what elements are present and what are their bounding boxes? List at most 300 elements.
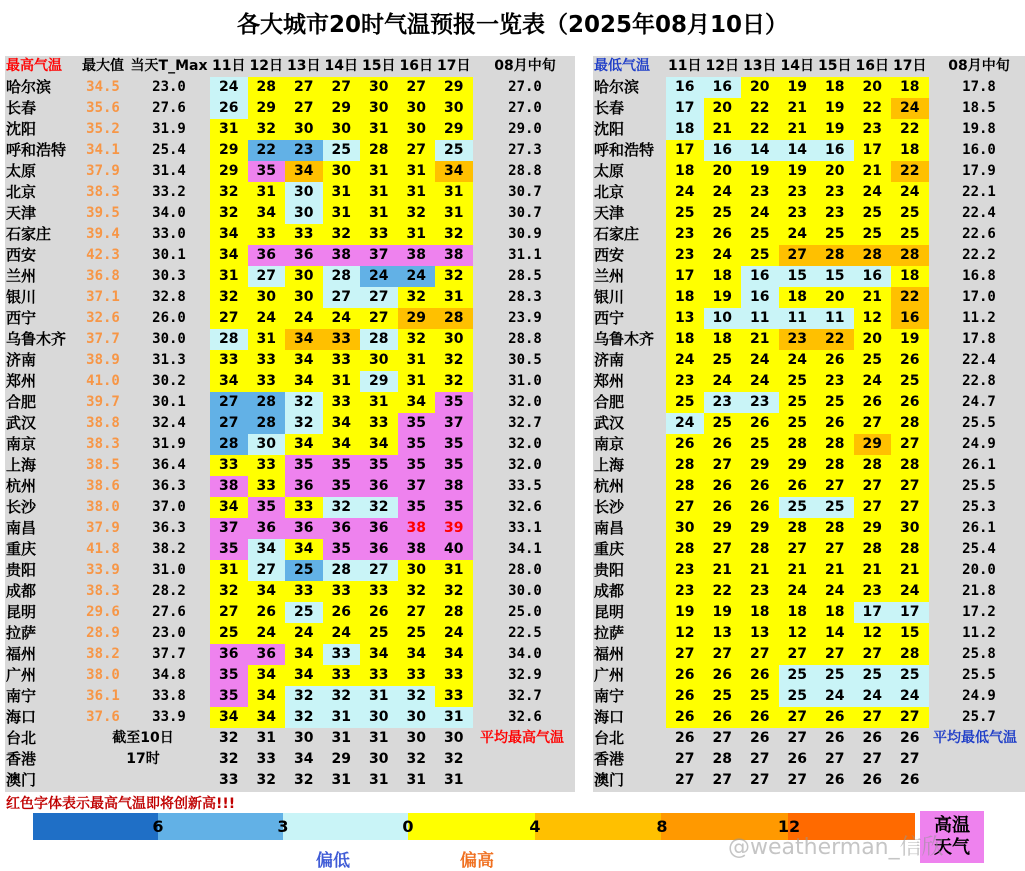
forecast-cell: 31 bbox=[323, 182, 361, 203]
forecast-cell: 28 bbox=[854, 245, 892, 266]
max-temp-table bbox=[5, 56, 575, 792]
forecast-cell: 26 bbox=[891, 392, 929, 413]
mid-month-average: 32.9 bbox=[508, 667, 542, 683]
forecast-cell: 32 bbox=[323, 686, 361, 707]
forecast-cell: 34 bbox=[285, 350, 323, 371]
forecast-cell: 23 bbox=[816, 182, 854, 203]
mid-month-average: 27.0 bbox=[508, 100, 542, 116]
forecast-cell: 24 bbox=[891, 182, 929, 203]
forecast-cell: 31 bbox=[398, 371, 436, 392]
mid-month-average: 21.8 bbox=[962, 583, 996, 599]
forecast-cell: 18 bbox=[704, 266, 742, 287]
city-name: 天津 bbox=[6, 204, 37, 222]
today-tmax-value: 33.8 bbox=[152, 688, 186, 704]
forecast-cell: 21 bbox=[779, 560, 817, 581]
forecast-cell: 29 bbox=[398, 308, 436, 329]
forecast-cell: 32 bbox=[219, 730, 239, 746]
forecast-cell: 26 bbox=[862, 772, 882, 788]
scale-tick-label: 3 bbox=[277, 817, 289, 836]
table-row bbox=[593, 497, 1025, 518]
forecast-cell: 12 bbox=[854, 308, 892, 329]
forecast-cell: 32 bbox=[285, 392, 323, 413]
record-max-value: 38.2 bbox=[86, 646, 120, 662]
forecast-cell: 11 bbox=[741, 308, 779, 329]
forecast-cell: 32 bbox=[398, 686, 436, 707]
forecast-cell: 26 bbox=[741, 413, 779, 434]
table-row bbox=[5, 560, 575, 581]
city-name: 合肥 bbox=[594, 393, 625, 411]
today-tmax-value: 34.8 bbox=[152, 667, 186, 683]
forecast-cell: 31 bbox=[435, 203, 473, 224]
forecast-cell: 37 bbox=[435, 413, 473, 434]
forecast-cell: 30 bbox=[891, 518, 929, 539]
forecast-cell: 30 bbox=[248, 434, 286, 455]
forecast-cell: 33 bbox=[323, 665, 361, 686]
forecast-cell: 33 bbox=[360, 224, 398, 245]
cutoff-label: 截至10日 bbox=[112, 730, 174, 746]
forecast-cell: 28 bbox=[435, 602, 473, 623]
today-tmax-value: 30.0 bbox=[152, 331, 186, 347]
record-max-value: 38.9 bbox=[86, 352, 120, 368]
forecast-cell: 27 bbox=[210, 308, 248, 329]
forecast-cell: 31 bbox=[369, 772, 389, 788]
forecast-cell: 24 bbox=[854, 182, 892, 203]
forecast-cell: 18 bbox=[666, 287, 704, 308]
city-name: 石家庄 bbox=[6, 225, 52, 243]
header-day: 15日 bbox=[818, 58, 852, 74]
mid-month-average: 25.7 bbox=[962, 709, 996, 725]
forecast-cell: 25 bbox=[666, 203, 704, 224]
forecast-cell: 21 bbox=[741, 329, 779, 350]
forecast-cell: 25 bbox=[285, 560, 323, 581]
forecast-cell: 28 bbox=[741, 539, 779, 560]
today-tmax-value: 31.0 bbox=[152, 562, 186, 578]
table-row bbox=[5, 224, 575, 245]
forecast-cell: 18 bbox=[891, 140, 929, 161]
forecast-cell: 27 bbox=[854, 476, 892, 497]
forecast-cell: 34 bbox=[435, 644, 473, 665]
forecast-cell: 36 bbox=[360, 539, 398, 560]
forecast-cell: 18 bbox=[891, 266, 929, 287]
forecast-cell: 28 bbox=[891, 413, 929, 434]
forecast-cell: 25 bbox=[854, 350, 892, 371]
mid-month-average: 16.8 bbox=[962, 268, 996, 284]
mid-month-average: 30.0 bbox=[508, 583, 542, 599]
forecast-cell: 31 bbox=[248, 329, 286, 350]
forecast-cell: 26 bbox=[779, 476, 817, 497]
forecast-cell: 24 bbox=[666, 350, 704, 371]
mid-month-average: 18.5 bbox=[962, 100, 996, 116]
table-row bbox=[593, 245, 1025, 266]
today-tmax-value: 31.3 bbox=[152, 352, 186, 368]
forecast-cell: 30 bbox=[360, 77, 398, 98]
forecast-cell: 25 bbox=[854, 665, 892, 686]
forecast-cell: 30 bbox=[360, 98, 398, 119]
forecast-cell: 29 bbox=[435, 119, 473, 140]
forecast-cell: 37 bbox=[398, 476, 436, 497]
forecast-cell: 32 bbox=[219, 751, 239, 767]
forecast-cell: 34 bbox=[248, 581, 286, 602]
forecast-cell: 25 bbox=[891, 665, 929, 686]
forecast-cell: 32 bbox=[248, 119, 286, 140]
forecast-cell: 27 bbox=[825, 751, 845, 767]
forecast-cell: 23 bbox=[816, 203, 854, 224]
header-day: 15日 bbox=[362, 58, 396, 74]
forecast-cell: 32 bbox=[210, 182, 248, 203]
forecast-cell: 17 bbox=[666, 266, 704, 287]
forecast-cell: 25 bbox=[741, 686, 779, 707]
forecast-cell: 24 bbox=[816, 581, 854, 602]
forecast-cell: 30 bbox=[285, 203, 323, 224]
city-name: 杭州 bbox=[6, 477, 37, 495]
table-row bbox=[593, 539, 1025, 560]
mid-month-average: 22.5 bbox=[508, 625, 542, 641]
forecast-cell: 23 bbox=[666, 371, 704, 392]
forecast-cell: 25 bbox=[704, 686, 742, 707]
forecast-cell: 31 bbox=[360, 686, 398, 707]
min-temp-table bbox=[593, 56, 1025, 792]
table-row bbox=[5, 434, 575, 455]
forecast-cell: 27 bbox=[398, 77, 436, 98]
city-name: 郑州 bbox=[6, 372, 37, 390]
forecast-cell: 17 bbox=[854, 140, 892, 161]
header-day: 13日 bbox=[743, 58, 777, 74]
forecast-cell: 32 bbox=[435, 581, 473, 602]
forecast-cell: 25 bbox=[816, 392, 854, 413]
forecast-cell: 31 bbox=[435, 560, 473, 581]
header-day: 14日 bbox=[324, 58, 358, 74]
forecast-cell: 30 bbox=[666, 518, 704, 539]
forecast-cell: 24 bbox=[248, 623, 286, 644]
mid-month-average: 31.1 bbox=[508, 247, 542, 263]
mid-month-average: 31.0 bbox=[508, 373, 542, 389]
table-row bbox=[593, 644, 1025, 665]
forecast-cell: 29 bbox=[248, 98, 286, 119]
forecast-cell: 24 bbox=[779, 581, 817, 602]
forecast-cell: 34 bbox=[285, 161, 323, 182]
mid-month-average: 32.6 bbox=[508, 499, 542, 515]
forecast-cell: 28 bbox=[816, 434, 854, 455]
table-row bbox=[593, 602, 1025, 623]
forecast-cell: 16 bbox=[704, 77, 742, 98]
city-name: 济南 bbox=[594, 351, 625, 369]
today-tmax-value: 23.0 bbox=[152, 625, 186, 641]
mid-month-average: 27.3 bbox=[508, 142, 542, 158]
table-row bbox=[5, 203, 575, 224]
forecast-cell: 27 bbox=[210, 392, 248, 413]
forecast-cell: 31 bbox=[398, 182, 436, 203]
forecast-cell: 27 bbox=[360, 308, 398, 329]
mid-month-average: 26.1 bbox=[962, 520, 996, 536]
forecast-cell: 23 bbox=[854, 119, 892, 140]
mid-month-average: 30.7 bbox=[508, 184, 542, 200]
forecast-cell: 27 bbox=[248, 266, 286, 287]
table-row bbox=[5, 350, 575, 371]
city-name: 昆明 bbox=[594, 603, 625, 621]
forecast-cell: 24 bbox=[704, 182, 742, 203]
forecast-cell: 24 bbox=[285, 308, 323, 329]
forecast-cell: 34 bbox=[210, 371, 248, 392]
today-tmax-value: 33.2 bbox=[152, 184, 186, 200]
record-max-value: 38.6 bbox=[86, 478, 120, 494]
forecast-cell: 31 bbox=[360, 203, 398, 224]
forecast-cell: 35 bbox=[210, 686, 248, 707]
city-name: 呼和浩特 bbox=[6, 141, 67, 159]
scale-tick-label: 0 bbox=[402, 817, 414, 836]
forecast-cell: 34 bbox=[398, 644, 436, 665]
mid-month-average: 28.3 bbox=[508, 289, 542, 305]
record-max-value: 38.3 bbox=[86, 583, 120, 599]
today-tmax-value: 26.0 bbox=[152, 310, 186, 326]
table-row bbox=[593, 287, 1025, 308]
forecast-cell: 23 bbox=[741, 392, 779, 413]
forecast-cell: 27 bbox=[210, 602, 248, 623]
mid-month-average: 25.3 bbox=[962, 499, 996, 515]
forecast-cell: 19 bbox=[666, 602, 704, 623]
forecast-cell: 32 bbox=[360, 497, 398, 518]
forecast-cell: 29 bbox=[779, 455, 817, 476]
forecast-cell: 34 bbox=[285, 665, 323, 686]
table-row bbox=[593, 77, 1025, 98]
forecast-cell: 34 bbox=[210, 497, 248, 518]
forecast-cell: 28 bbox=[435, 308, 473, 329]
city-name: 南昌 bbox=[6, 519, 37, 537]
watermark: @weatherman_信欣 bbox=[728, 835, 944, 860]
mid-month-average: 28.8 bbox=[508, 163, 542, 179]
forecast-cell: 25 bbox=[891, 224, 929, 245]
today-tmax-value: 36.4 bbox=[152, 457, 186, 473]
forecast-cell: 30 bbox=[294, 730, 314, 746]
table-row bbox=[593, 581, 1025, 602]
forecast-cell: 24 bbox=[779, 350, 817, 371]
forecast-cell: 17 bbox=[666, 98, 704, 119]
forecast-cell: 27 bbox=[675, 751, 695, 767]
forecast-cell: 28 bbox=[891, 644, 929, 665]
forecast-cell: 33 bbox=[248, 455, 286, 476]
forecast-cell: 27 bbox=[779, 644, 817, 665]
mid-month-average: 28.0 bbox=[508, 562, 542, 578]
forecast-cell: 31 bbox=[435, 182, 473, 203]
city-name: 海口 bbox=[594, 708, 625, 726]
table-row bbox=[5, 392, 575, 413]
table-row bbox=[593, 707, 1025, 728]
table-row bbox=[593, 413, 1025, 434]
today-tmax-value: 27.6 bbox=[152, 604, 186, 620]
today-tmax-value: 33.9 bbox=[152, 709, 186, 725]
forecast-cell: 35 bbox=[248, 161, 286, 182]
forecast-cell: 23 bbox=[779, 203, 817, 224]
forecast-cell: 24 bbox=[891, 581, 929, 602]
header-mid-month: 08月中旬 bbox=[948, 58, 1010, 74]
forecast-cell: 31 bbox=[435, 287, 473, 308]
forecast-cell: 27 bbox=[854, 644, 892, 665]
forecast-cell: 27 bbox=[210, 413, 248, 434]
forecast-cell: 35 bbox=[398, 455, 436, 476]
forecast-cell: 28 bbox=[891, 455, 929, 476]
city-name: 成都 bbox=[594, 582, 625, 600]
forecast-cell: 35 bbox=[285, 455, 323, 476]
city-name: 银川 bbox=[6, 288, 37, 306]
forecast-cell: 27 bbox=[712, 772, 732, 788]
today-tmax-value: 37.0 bbox=[152, 499, 186, 515]
forecast-cell: 27 bbox=[285, 98, 323, 119]
forecast-cell: 24 bbox=[285, 623, 323, 644]
record-max-value: 36.1 bbox=[86, 688, 120, 704]
forecast-cell: 28 bbox=[779, 434, 817, 455]
forecast-cell: 28 bbox=[323, 266, 361, 287]
city-name: 贵阳 bbox=[6, 561, 37, 579]
forecast-cell: 30 bbox=[398, 560, 436, 581]
table-row bbox=[5, 161, 575, 182]
forecast-cell: 24 bbox=[248, 308, 286, 329]
forecast-cell: 35 bbox=[435, 455, 473, 476]
forecast-cell: 30 bbox=[323, 161, 361, 182]
mid-month-average: 17.8 bbox=[962, 79, 996, 95]
city-name: 太原 bbox=[594, 162, 625, 180]
forecast-cell: 26 bbox=[666, 665, 704, 686]
mid-month-average: 22.1 bbox=[962, 184, 996, 200]
forecast-cell: 30 bbox=[398, 98, 436, 119]
city-name: 长春 bbox=[594, 99, 625, 117]
forecast-cell: 34 bbox=[248, 665, 286, 686]
forecast-cell: 32 bbox=[210, 581, 248, 602]
forecast-cell: 25 bbox=[285, 602, 323, 623]
forecast-cell: 31 bbox=[323, 371, 361, 392]
city-name: 杭州 bbox=[594, 477, 625, 495]
forecast-cell: 23 bbox=[779, 329, 817, 350]
record-max-value: 39.5 bbox=[86, 205, 120, 221]
record-max-value: 36.8 bbox=[86, 268, 120, 284]
forecast-cell: 17 bbox=[854, 602, 892, 623]
forecast-cell: 31 bbox=[406, 772, 426, 788]
avg-max-label: 平均最高气温 bbox=[480, 730, 564, 746]
table-row bbox=[5, 182, 575, 203]
forecast-cell: 27 bbox=[704, 455, 742, 476]
mid-month-average: 29.0 bbox=[508, 121, 542, 137]
forecast-cell: 34 bbox=[248, 539, 286, 560]
forecast-cell: 32 bbox=[398, 287, 436, 308]
forecast-cell: 16 bbox=[891, 308, 929, 329]
forecast-cell: 33 bbox=[248, 224, 286, 245]
forecast-cell: 33 bbox=[435, 686, 473, 707]
forecast-cell: 33 bbox=[435, 665, 473, 686]
city-name: 广州 bbox=[6, 666, 37, 684]
mid-month-average: 17.0 bbox=[962, 289, 996, 305]
mid-month-average: 24.7 bbox=[962, 394, 996, 410]
forecast-cell: 25 bbox=[323, 140, 361, 161]
forecast-cell: 36 bbox=[360, 518, 398, 539]
forecast-cell: 26 bbox=[825, 730, 845, 746]
forecast-cell: 18 bbox=[779, 602, 817, 623]
record-max-value: 38.0 bbox=[86, 499, 120, 515]
table-row bbox=[5, 119, 575, 140]
city-name: 上海 bbox=[6, 456, 37, 474]
table-row-extra bbox=[593, 770, 1025, 791]
forecast-cell: 13 bbox=[741, 623, 779, 644]
forecast-cell: 33 bbox=[248, 371, 286, 392]
forecast-cell: 31 bbox=[210, 266, 248, 287]
forecast-cell: 26 bbox=[704, 497, 742, 518]
forecast-cell: 38 bbox=[398, 539, 436, 560]
forecast-cell: 24 bbox=[435, 623, 473, 644]
forecast-cell: 31 bbox=[398, 161, 436, 182]
mid-month-average: 22.8 bbox=[962, 373, 996, 389]
forecast-cell: 25 bbox=[435, 140, 473, 161]
table-row bbox=[5, 707, 575, 728]
forecast-cell: 24 bbox=[666, 182, 704, 203]
forecast-cell: 19 bbox=[891, 329, 929, 350]
table-row bbox=[5, 497, 575, 518]
forecast-cell: 30 bbox=[285, 266, 323, 287]
forecast-cell: 25 bbox=[779, 371, 817, 392]
city-name: 昆明 bbox=[6, 603, 37, 621]
table-row bbox=[5, 308, 575, 329]
table-row-extra bbox=[5, 728, 575, 749]
forecast-cell: 27 bbox=[398, 602, 436, 623]
forecast-cell: 33 bbox=[360, 581, 398, 602]
forecast-cell: 33 bbox=[210, 350, 248, 371]
forecast-cell: 27 bbox=[398, 140, 436, 161]
forecast-cell: 16 bbox=[741, 287, 779, 308]
table-row bbox=[5, 245, 575, 266]
forecast-cell: 33 bbox=[323, 350, 361, 371]
forecast-cell: 35 bbox=[435, 434, 473, 455]
forecast-cell: 26 bbox=[323, 602, 361, 623]
header-record-max: 最大值 bbox=[82, 58, 124, 74]
hot-label-line1: 高温 bbox=[934, 815, 970, 836]
forecast-cell: 26 bbox=[862, 730, 882, 746]
forecast-cell: 19 bbox=[741, 161, 779, 182]
forecast-cell: 28 bbox=[891, 245, 929, 266]
header-day: 16日 bbox=[855, 58, 889, 74]
forecast-cell: 38 bbox=[398, 245, 436, 266]
forecast-cell: 35 bbox=[210, 539, 248, 560]
forecast-cell: 28 bbox=[891, 539, 929, 560]
forecast-cell: 20 bbox=[854, 329, 892, 350]
forecast-cell: 26 bbox=[704, 707, 742, 728]
forecast-cell: 30 bbox=[435, 98, 473, 119]
forecast-cell: 32 bbox=[435, 224, 473, 245]
forecast-cell: 33 bbox=[210, 455, 248, 476]
forecast-cell: 27 bbox=[285, 77, 323, 98]
forecast-cell: 12 bbox=[779, 623, 817, 644]
forecast-cell: 26 bbox=[787, 751, 807, 767]
table-row-extra bbox=[593, 749, 1025, 770]
forecast-cell: 19 bbox=[816, 98, 854, 119]
table-row bbox=[5, 602, 575, 623]
forecast-cell: 32 bbox=[285, 707, 323, 728]
forecast-cell: 33 bbox=[360, 665, 398, 686]
mid-month-average: 22.4 bbox=[962, 352, 996, 368]
forecast-cell: 32 bbox=[256, 772, 276, 788]
mid-month-average: 30.9 bbox=[508, 226, 542, 242]
table-row bbox=[5, 644, 575, 665]
forecast-cell: 25 bbox=[741, 245, 779, 266]
header-day: 12日 bbox=[249, 58, 283, 74]
forecast-cell: 25 bbox=[704, 413, 742, 434]
forecast-cell: 20 bbox=[741, 77, 779, 98]
forecast-cell: 33 bbox=[285, 224, 323, 245]
forecast-cell: 27 bbox=[816, 539, 854, 560]
city-name: 重庆 bbox=[6, 540, 37, 558]
table-row bbox=[593, 308, 1025, 329]
forecast-cell: 34 bbox=[398, 392, 436, 413]
forecast-cell: 25 bbox=[779, 413, 817, 434]
table-row bbox=[593, 455, 1025, 476]
forecast-cell: 28 bbox=[816, 455, 854, 476]
forecast-cell: 34 bbox=[285, 434, 323, 455]
city-name: 重庆 bbox=[594, 540, 625, 558]
